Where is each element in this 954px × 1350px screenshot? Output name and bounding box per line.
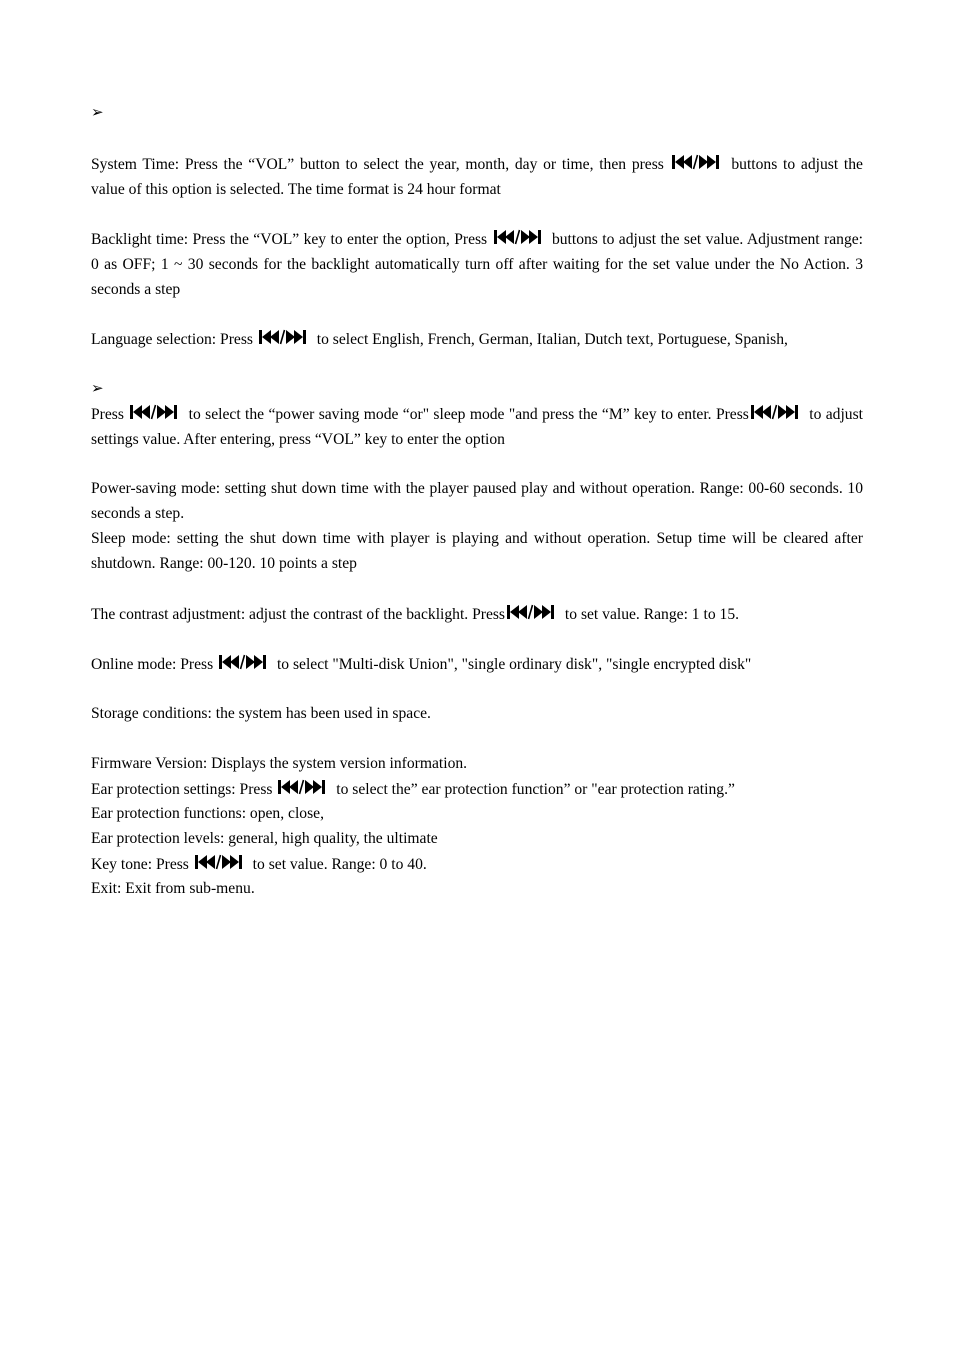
power-saving-paragraph: Power-saving mode: setting shut down time with the player paused play and without operation. Range: 00-60 seconds. 10 seconds a step. [91,480,863,522]
bullet-arrow-icon: ➢ [91,105,104,121]
language-paragraph: Language selection: Press to select English, French, German, Italian, Dutch text, Portuguese, Spanish, [91,331,788,348]
backlight-paragraph: Backlight time: Press the “VOL” key to enter the option, Press buttons to adjust the set value. Adjustment range: 0 as OFF; 1 ~ 30 seconds for the backlight automatically turn off after waiting for the set value under the No Action. 3 seconds a step [91,231,863,298]
prev-next-icon [494,229,546,245]
prev-next-icon [259,329,311,345]
exit-line: Exit: Exit from sub-menu. [91,880,255,897]
prev-next-icon [278,779,330,795]
prev-next-icon [219,654,271,670]
storage-paragraph: Storage conditions: the system has been used in space. [91,705,431,722]
bullet-arrow-icon: ➢ [91,381,104,397]
sleep-mode-paragraph: Sleep mode: setting the shut down time with player is playing and without operation. Setup time will be cleared after shutdown. Range: 00-120. 10 points a step [91,530,863,572]
ear-levels-line: Ear protection levels: general, high quality, the ultimate [91,830,438,847]
ear-functions-line: Ear protection functions: open, close, [91,805,324,822]
system-time-paragraph: System Time: Press the “VOL” button to select the year, month, day or time, then press buttons to adjust the value of this option is selected. The time format is 24 hour format [91,156,863,198]
prev-next-icon [751,404,803,420]
prev-next-icon [507,604,559,620]
prev-next-icon [195,854,247,870]
prev-next-icon [672,154,724,170]
ear-settings-line: Ear protection settings: Press to select the” ear protection function” or "ear protection rating.” [91,781,735,798]
prev-next-icon [130,404,182,420]
firmware-line: Firmware Version: Displays the system version information. [91,755,468,772]
power-intro-paragraph: Press to select the “power saving mode “or" sleep mode "and press the “M” key to enter. Press to adjust settings value. After entering, press “VOL” key to enter the option [91,406,863,448]
contrast-paragraph: The contrast adjustment: adjust the contrast of the backlight. Press to set value. Range: 1 to 15. [91,606,740,623]
online-mode-paragraph: Online mode: Press to select "Multi-disk Union", "single ordinary disk", "single encrypted disk" [91,656,752,673]
key-tone-line: Key tone: Press to set value. Range: 0 to 40. [91,856,427,873]
